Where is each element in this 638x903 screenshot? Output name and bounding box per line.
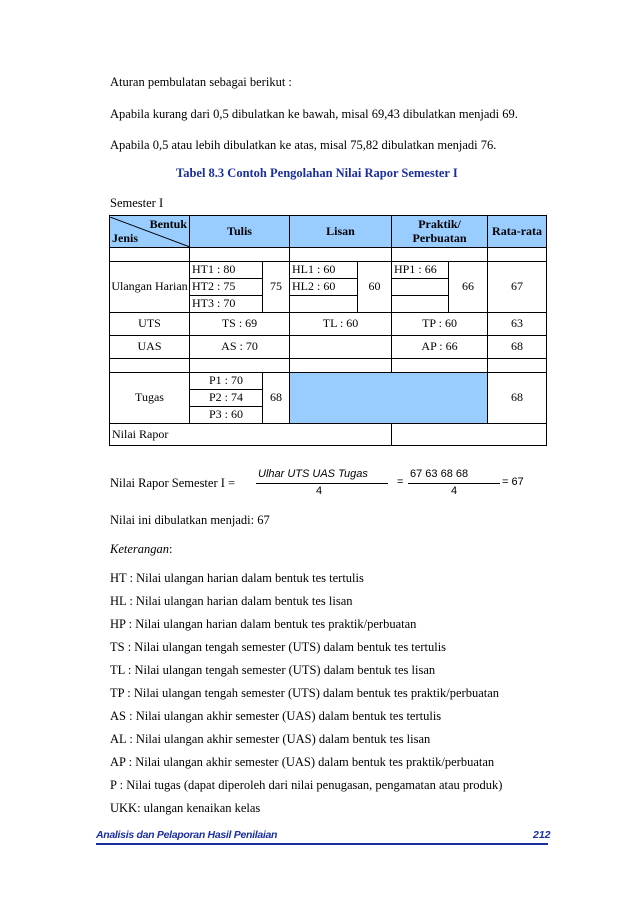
formula-denominator: 4 bbox=[316, 485, 323, 497]
tulis-average: 75 bbox=[263, 262, 290, 313]
grade-table bbox=[109, 215, 547, 446]
row-label-rapor: Nilai Rapor bbox=[110, 424, 392, 446]
keterangan-item: TP : Nilai ulangan tengah semester (UTS) dalam bentuk tes praktik/perbuatan bbox=[110, 686, 500, 700]
formula-numerator-2: 67 63 68 68 bbox=[410, 468, 469, 480]
intro-line-1: Aturan pembulatan sebagai berikut : bbox=[110, 75, 292, 89]
keterangan-item: TS : Nilai ulangan tengah semester (UTS) dalam bentuk tes tertulis bbox=[110, 640, 447, 654]
uas-rata: 68 bbox=[488, 336, 547, 359]
hl2-cell: HL2 : 60 bbox=[290, 279, 358, 296]
tugas-average: 68 bbox=[263, 373, 290, 424]
ht2-cell: HT2 : 75 bbox=[190, 279, 263, 296]
p3-cell: P3 : 60 bbox=[190, 407, 263, 424]
header-lisan: Lisan bbox=[290, 216, 392, 248]
uts-lisan: TL : 60 bbox=[290, 313, 392, 336]
p2-cell: P2 : 74 bbox=[190, 390, 263, 407]
corner-header bbox=[110, 216, 190, 248]
ulangan-rata: 67 bbox=[488, 262, 547, 313]
intro-line-3: Apabila 0,5 atau lebih dibulatkan ke atas, misal 75,82 dibulatkan menjadi 76. bbox=[110, 138, 497, 152]
ht1-cell: HT1 : 80 bbox=[190, 262, 263, 279]
row-label-tugas: Tugas bbox=[110, 373, 190, 424]
uas-tulis: AS : 70 bbox=[190, 336, 290, 359]
keterangan-item: HT : Nilai ulangan harian dalam bentuk tes tertulis bbox=[110, 571, 364, 585]
tugas-blank-shaded bbox=[290, 373, 488, 424]
corner-top-label: Bentuk bbox=[149, 216, 187, 231]
keterangan-item: P : Nilai tugas (dapat diperoleh dari nilai penugasan, pengamatan atau produk) bbox=[110, 778, 503, 792]
table-caption: Tabel 8.3 Contoh Pengolahan Nilai Rapor Semester I bbox=[176, 166, 458, 180]
header-rata: Rata-rata bbox=[488, 216, 547, 248]
footer-title: Analisis dan Pelaporan Hasil Penilaian bbox=[96, 829, 278, 841]
hp1-cell: HP1 : 66 bbox=[392, 262, 449, 279]
formula-fraction-bar bbox=[256, 483, 388, 484]
lisan-average: 60 bbox=[358, 262, 392, 313]
keterangan-item: HL : Nilai ulangan harian dalam bentuk tes lisan bbox=[110, 594, 353, 608]
row-label-ulangan: Ulangan Harian bbox=[110, 262, 190, 313]
footer-rule bbox=[96, 843, 548, 845]
uas-praktik: AP : 66 bbox=[392, 336, 488, 359]
formula-label: Nilai Rapor Semester I = bbox=[110, 476, 236, 490]
uts-tulis: TS : 69 bbox=[190, 313, 290, 336]
keterangan-item: UKK: ulangan kenaikan kelas bbox=[110, 801, 261, 815]
row-label-uts: UTS bbox=[110, 313, 190, 336]
formula-fraction-bar-2 bbox=[408, 483, 500, 484]
hl1-cell: HL1 : 60 bbox=[290, 262, 358, 279]
praktik-average: 66 bbox=[449, 262, 488, 313]
keterangan-item: TL : Nilai ulangan tengah semester (UTS) dalam bentuk tes lisan bbox=[110, 663, 436, 677]
formula-denominator-2: 4 bbox=[451, 485, 458, 497]
rounded-note: Nilai ini dibulatkan menjadi: 67 bbox=[110, 513, 270, 527]
keterangan-item: AS : Nilai ulangan akhir semester (UAS) dalam bentuk tes tertulis bbox=[110, 709, 442, 723]
page-number: 212 bbox=[533, 829, 551, 841]
keterangan-title: Keterangan: bbox=[110, 542, 173, 556]
corner-bottom-label: Jenis bbox=[112, 231, 139, 246]
row-label-uas: UAS bbox=[110, 336, 190, 359]
keterangan-item: HP : Nilai ulangan harian dalam bentuk tes praktik/perbuatan bbox=[110, 617, 417, 631]
header-tulis: Tulis bbox=[190, 216, 290, 248]
intro-line-2: Apabila kurang dari 0,5 dibulatkan ke bawah, misal 69,43 dibulatkan menjadi 69. bbox=[110, 107, 518, 121]
ht3-cell: HT3 : 70 bbox=[190, 296, 263, 313]
header-praktik: Praktik/ Perbuatan bbox=[392, 216, 488, 248]
uts-praktik: TP : 60 bbox=[392, 313, 488, 336]
uts-rata: 63 bbox=[488, 313, 547, 336]
semester-label: Semester I bbox=[110, 196, 164, 210]
formula-numerator: Ulhar UTS UAS Tugas bbox=[258, 468, 368, 480]
formula-result: = 67 bbox=[502, 476, 524, 488]
p1-cell: P1 : 70 bbox=[190, 373, 263, 390]
keterangan-item: AP : Nilai ulangan akhir semester (UAS) dalam bentuk tes praktik/perbuatan bbox=[110, 755, 495, 769]
keterangan-item: AL : Nilai ulangan akhir semester (UAS) dalam bentuk tes lisan bbox=[110, 732, 431, 746]
tugas-rata: 68 bbox=[488, 373, 547, 424]
formula-equals: = bbox=[397, 476, 404, 488]
